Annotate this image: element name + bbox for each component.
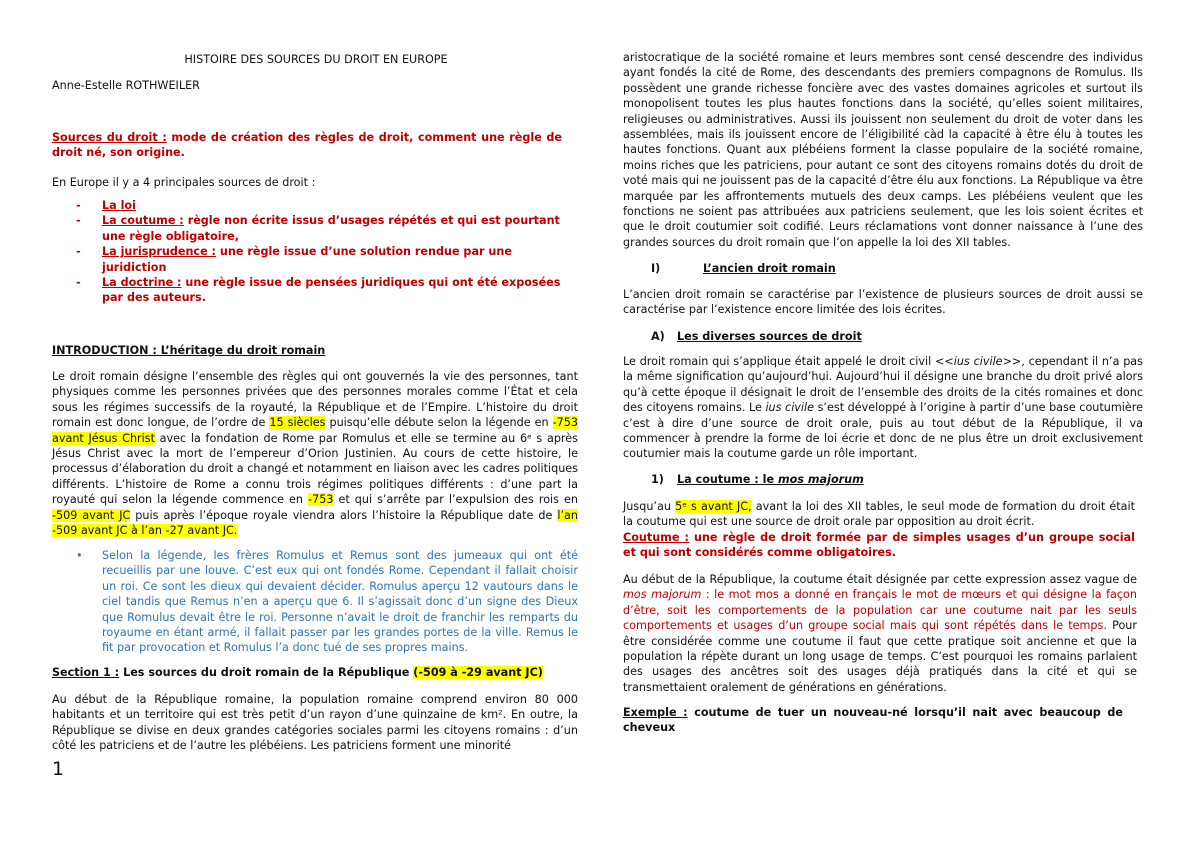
intro-paragraph: Le droit romain désigne l’ensemble des règles qui ont gouvernés la vie des personnes, tant physiques comme les personnes privées que des personnes morales comme l’État et cela sous les régimes successifs de la royauté, la République et de l’Empire. L’histoire du droit romain est donc longue, de l’ordre de 15 siècles puisqu’elle débute selon la légende en -753 avant Jésus Christ avec la fondation de Rome par Romulus et elle se termine au 6ᵉ s après Jésus Christ avec la mort de l’empereur d’Orion Justinien. Au cours de cette histoire, le processus d’élaboration du droit a changé et notamment en liaison avec les cadres politiques différents. L’histoire de Rome a connu trois régimes politiques différents : d’une part la royauté qui selon la légende commence en -753 et qui s’arrête par l’expulsion des rois en -509 avant JC puis après l’époque royale viendra alors l’histoire la République date de l’an -509 avant JC à l’an -27 avant JC. — [52, 370, 578, 538]
page-number: 1 — [52, 758, 65, 780]
intro-heading: INTRODUCTION : L’héritage du droit romain — [52, 344, 326, 357]
heading-A-number: A) — [651, 330, 665, 343]
list-item: - La doctrine : une règle issue de pensées juridiques qui ont été exposées par des auteurs. — [76, 276, 561, 305]
section1-heading: Section 1 : Les sources du droit romain de la République (-509 à -29 avant JC) — [52, 666, 543, 679]
heading-I-title: L’ancien droit romain — [703, 262, 836, 275]
list-item: - La coutume : règle non écrite issus d’usages répétés et qui est pourtant une règle obligatoire, — [76, 214, 560, 243]
heading-I-number: I) — [651, 262, 661, 275]
list-item: - La loi — [76, 199, 136, 212]
sources-list — [52, 198, 580, 306]
sources-label: Sources du droit : — [52, 131, 167, 144]
mos-majorum-paragraph: Au début de la République, la coutume était désignée par cette expression assez vague de mos majorum : le mot mos a donné en français le mot de mœurs et qui désigne la façon d’être, soit les comportements de la population car une coutume nait par les seuls comportements et usages d’un groupe social mais qui sont répétés dans le temps. Pour être considérée comme une coutume il faut que cette pratique soit ancienne et que la population la répète durant un long usage de temps. C’est pourquoi les romains parlaient des usages des ancêtres soit des usages déjà pratiqués dans la cité et qui se transmettaient oralement de générations en générations. — [623, 573, 1137, 694]
coutume-definition: Coutume : une règle de droit formée par de simples usages d’un groupe social et qui sont considérés comme obligatoires. — [623, 531, 1135, 560]
republic-paragraph: Au début de la République romaine, la population romaine comprend environ 80 000 habitants et un territoire qui est très petit d’un rayon d’une quinzaine de km². En outre, la République se divise en deux grandes catégories sociales parmi les citoyens romains : d’un côté les patriciens et de l’autre les plébéiens. Les patriciens forment une minorité — [52, 693, 578, 753]
bullet-marker: • — [76, 549, 83, 562]
exemple-line: Exemple : coutume de tuer un nouveau-né lorsqu’il nait avec beaucoup de cheveux — [623, 706, 1124, 735]
legend-paragraph: Selon la légende, les frères Romulus et Remus sont des jumeaux qui ont été recueillis par une louve. C’est eux qui ont fondés Rome. Cependant il fallait choisir un roi. Ce sont les dieux qui devaient décider. Romulus aperçu 12 vautours dans le ciel tandis que Remus n’en a aperçu que 6. Il s’agissait donc d’un signe des Dieux que Romulus devait être le roi. Personne n’avait le droit de franchir les remparts du royaume en étant armé, il fallait passer par les grandes portes de la ville. Remus le fit par provocation et Romulus l’a donc tué de ses propres mains. — [102, 549, 578, 655]
author: Anne-Estelle ROTHWEILER — [52, 79, 200, 92]
ancien-droit-paragraph: L’ancien droit romain se caractérise par l’existence de plusieurs sources de droit aussi se caractérise par l’existence encore limitée des lois écrites. — [623, 288, 1143, 317]
patricians-paragraph: aristocratique de la société romaine et leurs membres sont censé descendre des individus ayant fondés la cité de Rome, des descendants des premiers compagnons de Romulus. Ils possèdent une grande richesse foncière avec des vastes domaines agricoles et surtout ils monopolisent toutes les plus hautes fonctions dans la société, qu’elles soient militaires, religieuses ou administratives. Aussi ils jouissent non seulement du droit de voter dans les assemblées, mais ils jouissent encore de l’éligibilité càd la capacité à être élu à toutes les hautes fonctions. Quant aux plébéiens forment la classe populaire de la société romaine, moins riches que les patriciens, pour autant ce sont des citoyens romains dotés du droit de voté mais qui ne jouissent pas de la capacité d’être élu aux fonctions. La République va être marquée par les affrontements mutuels des deux camps. Les plébéiens veulent que les fonctions ne soient pas attribuées aux patriciens seulement, que les lois soient écrites et que le droit coutumier soit codifié. Leurs réclamations vont donner naissance à l’une des grandes sources du droit romain que l’on appelle la loi des XII tables. — [623, 51, 1143, 249]
document-title: HISTOIRE DES SOURCES DU DROIT EN EUROPE — [184, 53, 448, 66]
intro-line: En Europe il y a 4 principales sources de droit : — [52, 176, 316, 189]
sources-definition — [52, 130, 562, 161]
coutume-paragraph: Jusqu’au 5ᵉ s avant JC, avant la loi des XII tables, le seul mode de formation du droit était la coutume qui est une source de droit orale par opposition au droit écrit. — [623, 500, 1135, 529]
sources-def: mode de création des règles de droit, comment une règle de droit né, son origine. — [52, 131, 562, 160]
heading-A-title: Les diverses sources de droit — [677, 330, 862, 343]
heading-1-number: 1) — [651, 473, 664, 486]
heading-1-title: La coutume : le mos majorum — [677, 473, 864, 486]
droit-civil-paragraph: Le droit romain qui s’applique était appelé le droit civil <<ius civile>>, cependant il n’a pas la même signification qu’aujourd’hui. Aujourd’hui il désigne une branche du droit privé alors qu’à cette époque il désignait le droit de l’ensemble des droits de la cités romaines et donc des citoyens romains. Le ius civile s’est développé à l’origine à partir d’une base coutumière c’est à dire d’une source de droit orale, puis au tout début de la République, il va commencer à prendre la forme de loi écrie et donc de ne plus être un droit exclusivement coutumier mais la coutume garde un rôle important. — [623, 355, 1143, 461]
list-item: - La jurisprudence : une règle issue d’une solution rendue par une juridiction — [76, 245, 512, 274]
